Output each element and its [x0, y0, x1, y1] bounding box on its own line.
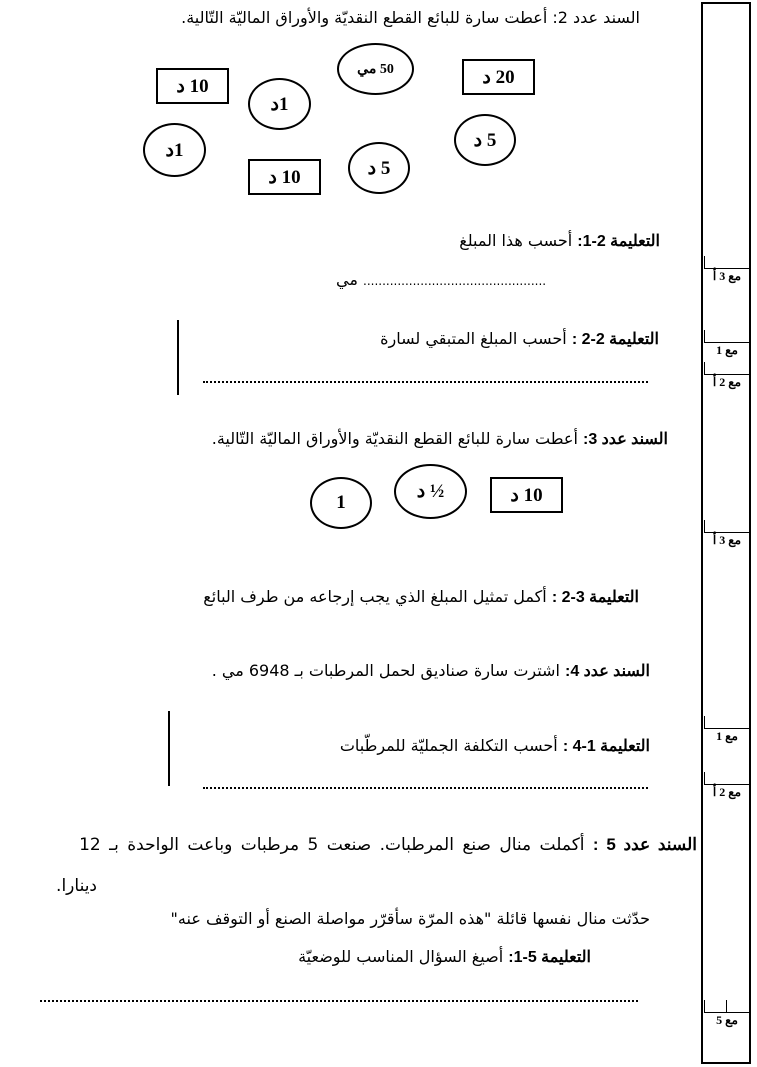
bill-20-dinar: 20 د — [462, 59, 535, 95]
sanad-3-label: السند عدد 3: — [582, 431, 668, 448]
answer-2-1-dots[interactable]: ................................................ — [363, 274, 547, 288]
answer-line-4-1[interactable] — [203, 787, 648, 789]
instruction-2-2-label: التعليمة 2-2 : — [571, 331, 659, 348]
instruction-2-1-text: أحسب هذا المبلغ — [459, 231, 573, 250]
bill-10-dinar: 10 د — [490, 477, 563, 513]
coin-1-dinar: 1د — [143, 123, 206, 177]
coin-5-dinar: 5 د — [348, 142, 410, 194]
bill-10-dinar: 10 د — [156, 68, 229, 104]
criterion-label: مع 2 أ — [712, 785, 742, 799]
sanad-4-statement — [212, 661, 650, 682]
sanad-4-label: السند عدد 4: — [564, 663, 650, 680]
bill-10-dinar: 10 د — [248, 159, 321, 195]
score-box[interactable] — [704, 520, 750, 533]
sanad-5-text-1: أكملت منال صنع المرطبات. صنعت 5 مرطبات وباعت الواحدة بـ 12 — [79, 835, 585, 855]
criterion-label: مع 5 — [716, 1013, 738, 1027]
sanad-5-label: السند عدد 5 : — [592, 835, 697, 854]
criterion-label: مع 1 — [716, 343, 738, 357]
score-box[interactable] — [704, 1000, 750, 1013]
instruction-2-3 — [203, 587, 639, 608]
answer-line-5-1[interactable] — [40, 1000, 638, 1002]
sanad-5-line-2: دينارا. — [56, 876, 97, 896]
coin-1-dinar: 1د — [248, 78, 311, 130]
criterion-label: مع 2 أ — [712, 375, 742, 389]
sanad-3-text: أعطت سارة للبائع القطع النقديّة والأوراق الماليّة التّالية. — [211, 429, 578, 448]
instruction-2-2-text: أحسب المبلغ المتبقي لسارة — [380, 329, 567, 348]
instruction-5-1-label: التعليمة 5-1: — [508, 949, 591, 966]
coin-50-millimes: 50 مي — [337, 43, 414, 95]
sanad-2-statement — [181, 8, 640, 28]
instruction-2-1 — [459, 231, 660, 252]
sanad-3-statement — [212, 429, 668, 450]
sanad-5-quote: حدّثت منال نفسها قائلة "هذه المرّة سأقرّر مواصلة الصنع أو التوقف عنه" — [170, 909, 650, 928]
sanad-5-line-1 — [79, 835, 697, 855]
answer-2-1[interactable] — [336, 270, 546, 291]
coin-1: 1 — [310, 477, 372, 529]
coin-5-dinar: 5 د — [454, 114, 516, 166]
score-box[interactable] — [704, 772, 750, 785]
instruction-4-1-text: أحسب التكلفة الجمليّة للمرطّبات — [339, 736, 558, 755]
instruction-5-1-text: أصيغ السؤال المناسب للوضعيّة — [298, 947, 504, 966]
score-box[interactable] — [704, 716, 750, 729]
instruction-5-1 — [298, 947, 591, 968]
instruction-2-3-text: أكمل تمثيل المبلغ الذي يجب إرجاعه من طرف البائع — [203, 587, 547, 606]
instruction-2-3-label: التعليمة 3-2 : — [551, 589, 639, 606]
instruction-2-1-label: التعليمة 2-1: — [577, 233, 660, 250]
answer-bracket — [168, 711, 170, 786]
answer-line-2-2[interactable] — [203, 381, 648, 383]
instruction-4-1 — [340, 736, 650, 757]
criterion-label: مع 3 أ — [712, 533, 742, 547]
score-box[interactable] — [704, 256, 750, 269]
answer-2-1-unit: مي — [336, 270, 358, 289]
score-box[interactable] — [704, 362, 750, 375]
answer-bracket — [177, 320, 179, 395]
criterion-label: مع 1 — [716, 729, 738, 743]
instruction-2-2 — [380, 329, 659, 350]
sanad-4-text: اشترت سارة صناديق لحمل المرطبات بـ 6948 مي . — [211, 661, 560, 680]
criterion-label: مع 3 أ — [712, 269, 742, 283]
sanad-2-text: أعطت سارة للبائع القطع النقديّة والأوراق الماليّة التّالية. — [181, 8, 548, 27]
coin-half-dinar: ½ د — [394, 464, 467, 519]
sanad-2-label: السند عدد 2: — [552, 8, 640, 27]
score-box[interactable] — [704, 330, 750, 343]
instruction-4-1-label: التعليمة 1-4 : — [562, 738, 650, 755]
